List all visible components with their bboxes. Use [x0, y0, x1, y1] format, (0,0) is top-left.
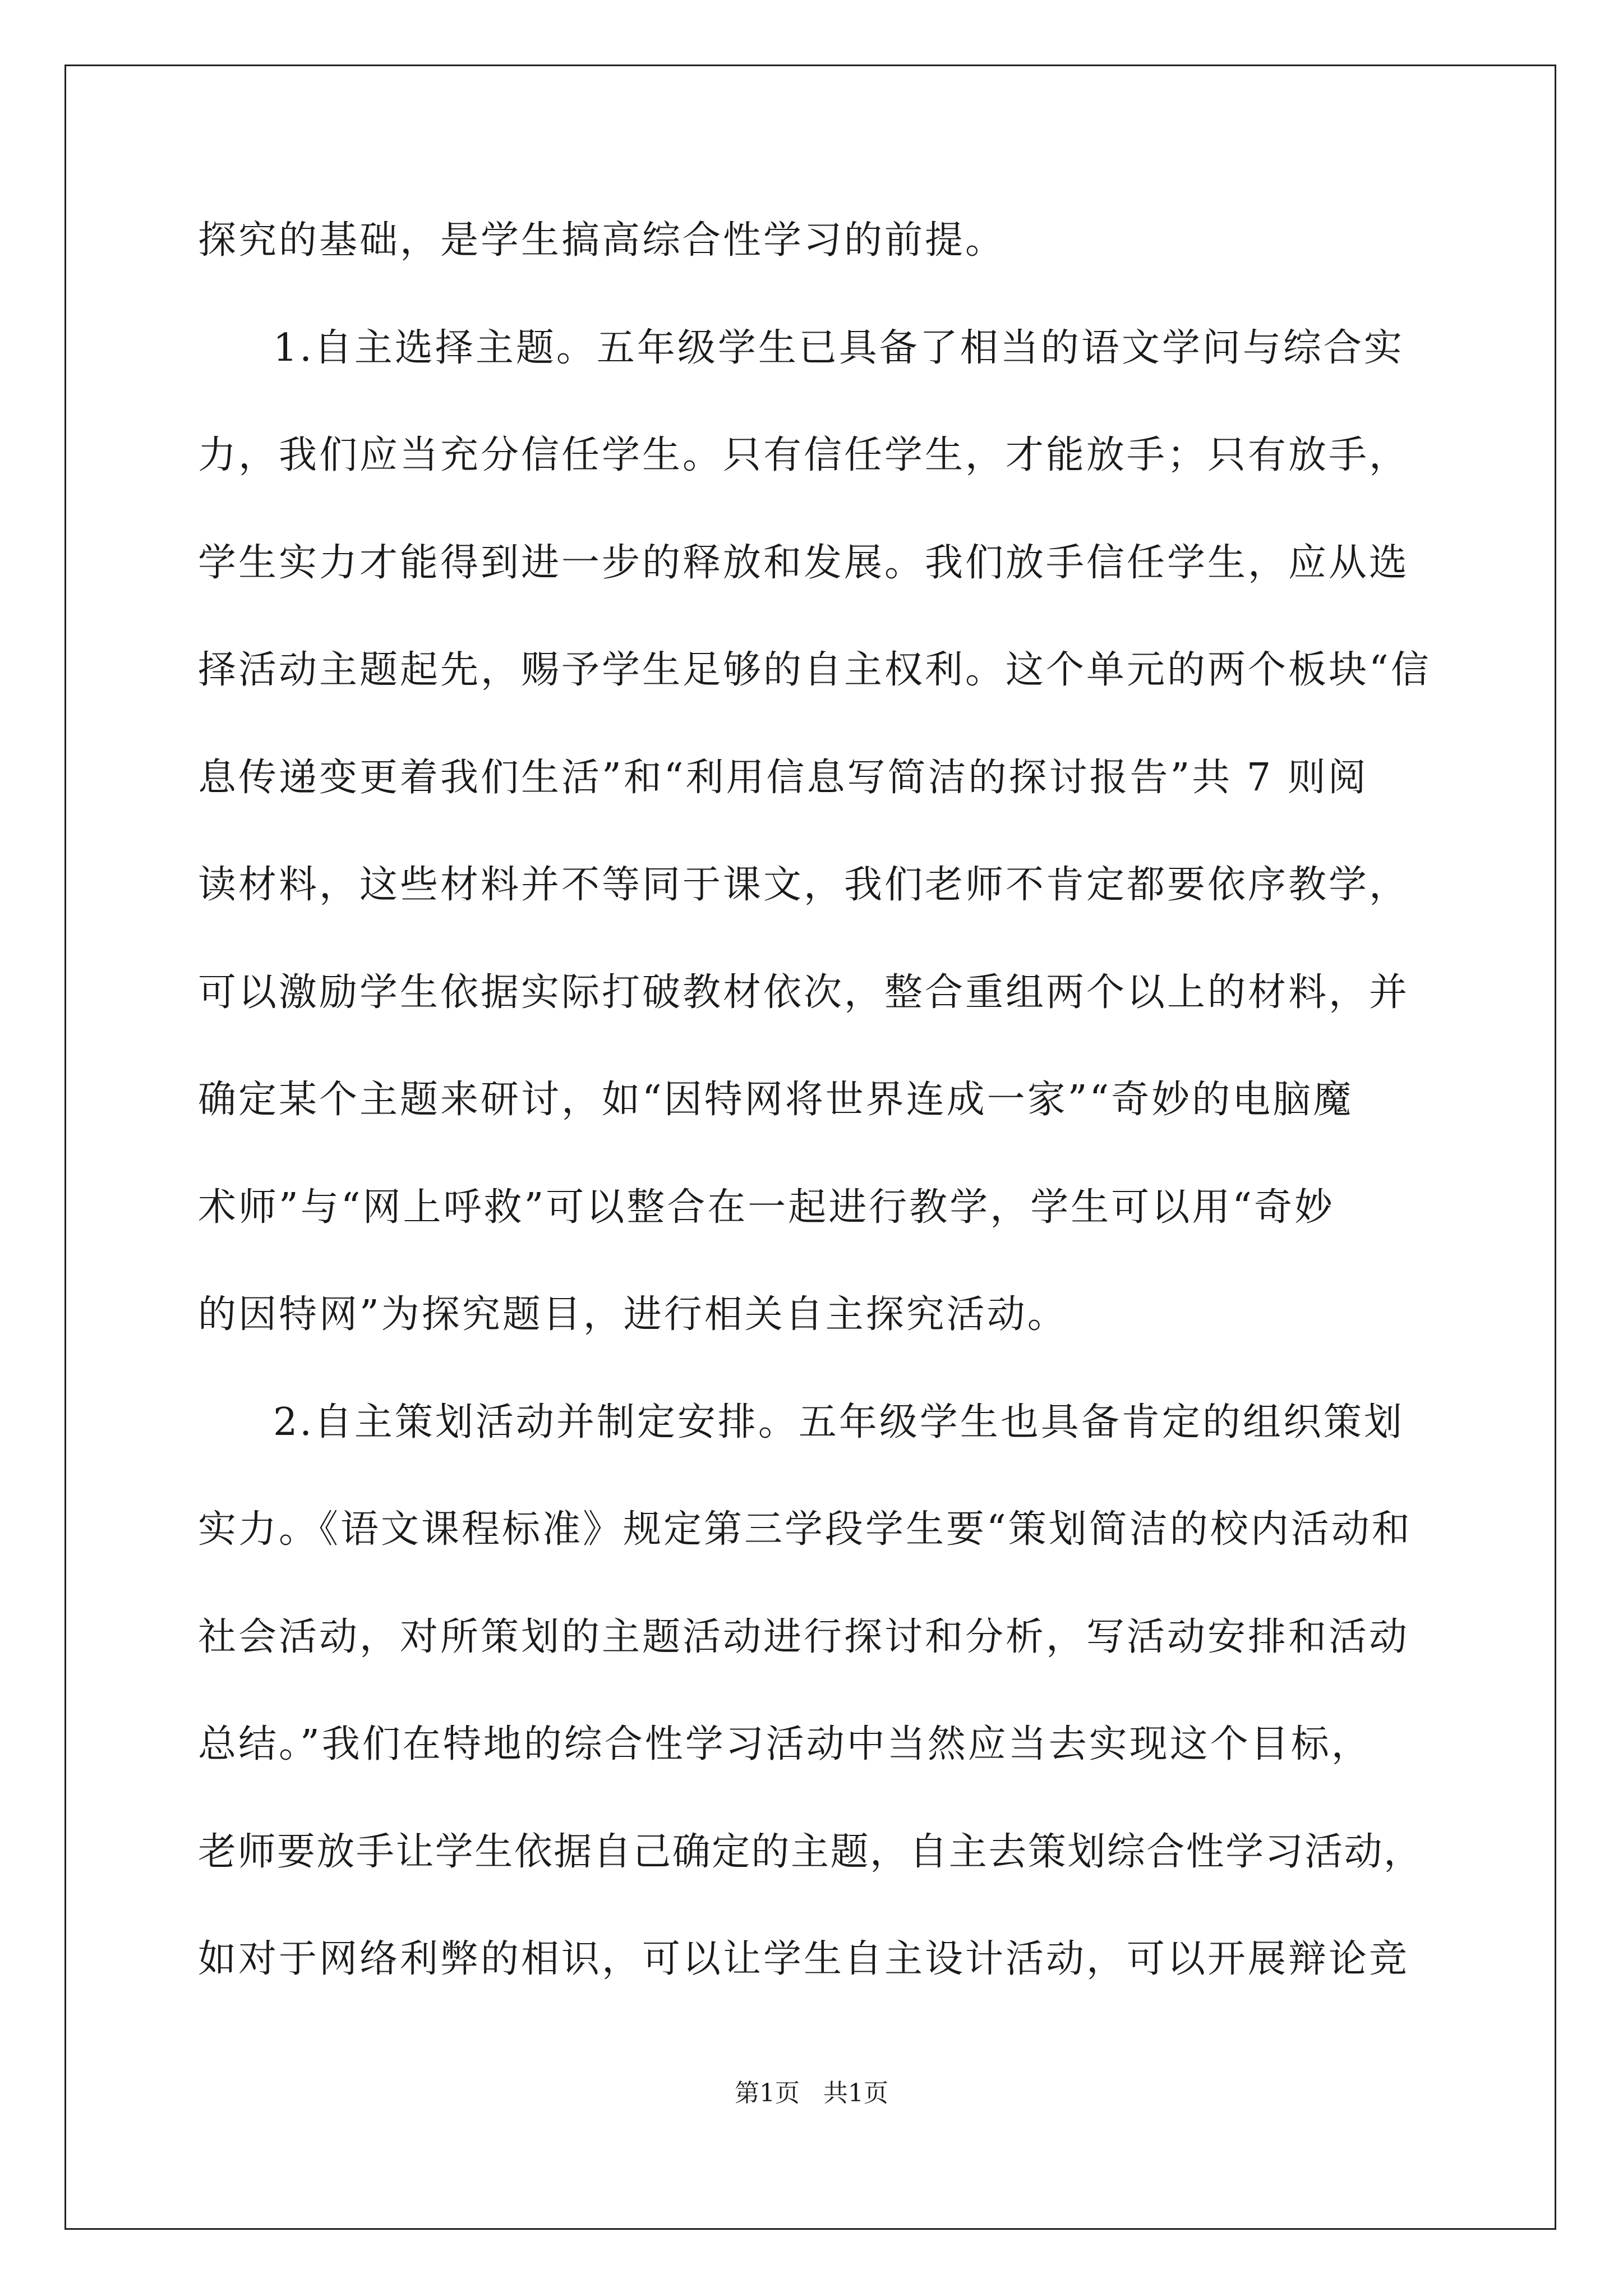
text-line: 2.自主策划活动并制定安排。五年级学生也具备肯定的组织策划 — [273, 1400, 1404, 1444]
text-line: 总结。”我们在特地的综合性学习活动中当然应当去实现这个目标， — [198, 1722, 1372, 1766]
text-line: 术师”与“网上呼救”可以整合在一起进行教学，学生可以用“奇妙 — [198, 1185, 1335, 1230]
text-line: 读材料，这些材料并不等同于课文，我们老师不肯定都要依序教学， — [198, 863, 1410, 907]
document-body — [198, 201, 1432, 2028]
text-line: 社会活动，对所策划的主题活动进行探讨和分析，写活动安排和活动 — [198, 1614, 1410, 1659]
text-line: 如对于网络利弊的相识，可以让学生自主设计活动，可以开展辩论竞 — [198, 1937, 1410, 1981]
text-line: 的因特网”为探究题目，进行相关自主探究活动。 — [198, 1292, 1068, 1337]
text-line: 力，我们应当充分信任学生。只有信任学生，才能放手；只有放手， — [198, 433, 1410, 477]
page-footer: 第1页 共1页 — [735, 2079, 888, 2108]
text-line: 息传递变更着我们生活”和“利用信息写简洁的探讨报告”共 7 则阅 — [198, 755, 1368, 800]
text-line: 实力。《语文课程标准》规定第三学段学生要“策划简洁的校内活动和 — [198, 1507, 1412, 1552]
text-line: 老师要放手让学生依据自己确定的主题，自主去策划综合性学习活动， — [198, 1829, 1423, 1874]
text-line: 学生实力才能得到进一步的释放和发展。我们放手信任学生，应从选 — [198, 540, 1410, 585]
text-line: 1.自主选择主题。五年级学生已具备了相当的语文学问与综合实 — [273, 325, 1404, 370]
text-line: 择活动主题起先，赐予学生足够的自主权利。这个单元的两个板块“信 — [198, 648, 1431, 692]
text-line: 探究的基础，是学生搞高综合性学习的前提。 — [198, 218, 1006, 263]
text-line: 确定某个主题来研讨，如“因特网将世界连成一家”“奇妙的电脑魔 — [198, 1078, 1354, 1122]
text-line: 可以激励学生依据实际打破教材依次，整合重组两个以上的材料，并 — [198, 970, 1410, 1015]
